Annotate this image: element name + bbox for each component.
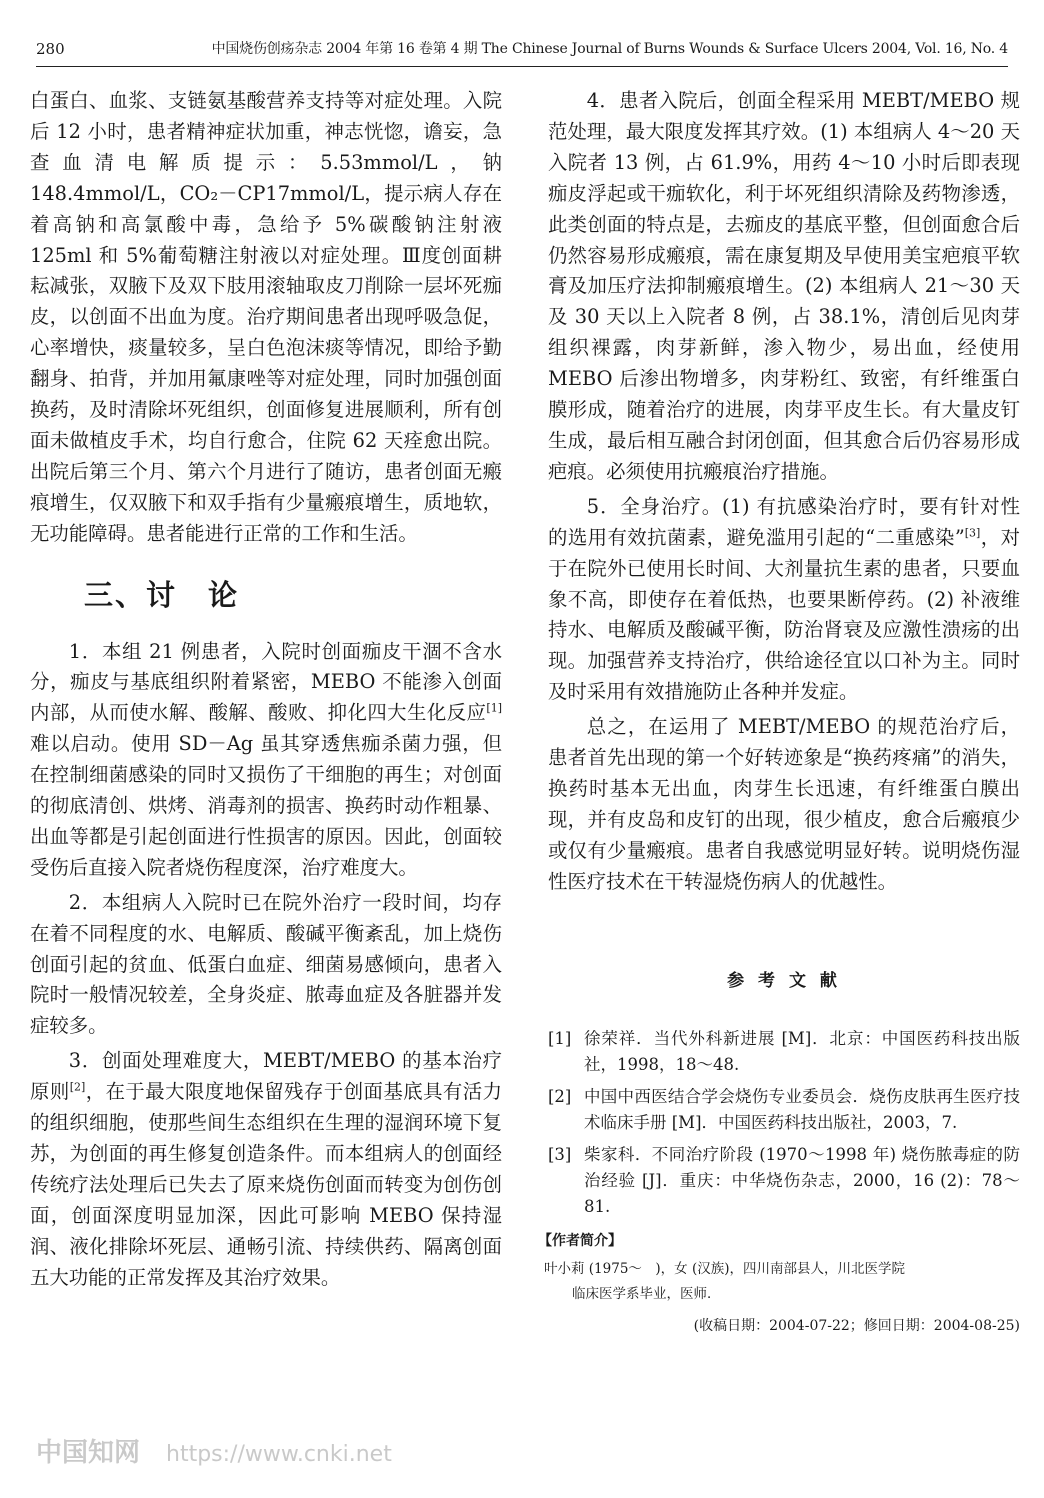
reference-number: [2]	[548, 1087, 572, 1107]
discussion-point-3	[30, 1046, 502, 1293]
cnki-url-link[interactable]: https://www.cnki.net	[166, 1442, 392, 1467]
point-1-text-b: 难以启动。使用 SD－Ag 虽其穿透焦痂杀菌力强，但在控制细菌感染的同时又损伤了干细胞的再生；对创面的彻底清创、烘烤、消毒剂的损害、换药时动作粗暴、出血等都是引起创面进行性损害的原因。因此，创面较受伤后直接入院者烧伤程度深，治疗难度大。	[30, 732, 502, 879]
summary-paragraph: 总之，在运用了 MEBT/MEBO 的规范治疗后，患者首先出现的第一个好转迹象是“换药疼痛”的消失，换药时基本无出血，肉芽生长迅速，有纤维蛋白膜出现，并有皮岛和皮钉的出现，很少植皮，愈合后瘢痕少或仅有少量瘢痕。患者自我感觉明显好转。说明烧伤湿性医疗技术在干转湿烧伤病人的优越性。	[548, 715, 1020, 893]
author-bio	[544, 1257, 1020, 1307]
cnki-logo: 中国知网	[36, 1438, 141, 1468]
section-heading-discussion: 三、讨 论	[84, 577, 240, 612]
citation-3[interactable]: [3]	[964, 526, 981, 540]
received-revised-dates: (收稿日期：2004-07-22；修回日期：2004-08-25)	[693, 1318, 1020, 1335]
reference-item	[548, 1026, 1020, 1078]
references-heading: 参 考 文 献	[727, 970, 841, 991]
citation-1[interactable]: [1]	[486, 701, 502, 715]
discussion-point-2: 2．本组病人入院时已在院外治疗一段时间，均存在着不同程度的水、电解质、酸碱平衡紊乱，加上烧伤创面引起的贫血、低蛋白血症、细菌易感倾向，患者入院时一般情况较差，全身炎症、脓毒血症及各脏器并发症较多。	[30, 890, 502, 1038]
author-bio-line-1: 叶小莉 (1975～ )，女 (汉族)，四川南部县人，川北医学院	[544, 1261, 906, 1278]
discussion-point-4: 4．患者入院后，创面全程采用 MEBT/MEBO 规范处理，最大限度发挥其疗效。(1) 本组病人 4～20 天入院者 13 例，占 61.9%，用药 4～10 小时后即表现痂皮浮起或干痂软化，利于坏死组织清除及药物渗透，此类创面的特点是，去痂皮的基底平整，但创面愈合后仍然容易形成瘢痕，需在康复期及早使用美宝疤痕平软膏及加压疗法抑制瘢痕增生。(2) 本组病人 21～30 天及 30 天以上入院者 8 例，占 38.1%，清创后见肉芽组织裸露，肉芽新鲜，渗入物少，易出血，经使用 MEBO 后渗出物增多，肉芽粉红、致密，有纤维蛋白膜形成，随着治疗的进展，肉芽平皮生长。有大量皮钉生成，最后相互融合封闭创面，但其愈合后仍容易形成疤痕。必须使用抗瘢痕治疗措施。	[548, 89, 1020, 483]
reference-number: [3]	[548, 1145, 572, 1165]
point-5-text-b: ，对于在院外已使用长时间、大剂量抗生素的患者，只要血象不高，即使存在着低热，也要果断停药。(2) 补液维持水、电解质及酸碱平衡，防治肾衰及应激性溃疡的出现。加强营养支持治疗，供给途径宜以口补为主。同时及时采用有效措施防止各种并发症。	[548, 525, 1021, 704]
watermark-footer	[36, 1432, 392, 1469]
reference-text: 柴家科．不同治疗阶段 (1970～1998 年) 烧伤脓毒症的防治经验 [J]．重庆：中华烧伤杂志，2000，16 (2)：78～81.	[584, 1145, 1020, 1217]
discussion-point-1	[30, 637, 502, 884]
author-bio-heading: 【作者简介】	[538, 1233, 622, 1250]
right-column	[538, 86, 1021, 1342]
running-header	[36, 36, 1008, 67]
reference-number: [1]	[548, 1029, 572, 1049]
left-column	[30, 86, 502, 1294]
reference-item	[548, 1142, 1020, 1220]
discussion-point-5	[548, 492, 1020, 708]
case-continuation-paragraph: 白蛋白、血浆、支链氨基酸营养支持等对症处理。入院后 12 小时，患者精神症状加重，神志恍惚，谵妄，急查血清电解质提示：5.53mmol/L，钠 148.4mmol/L，CO₂－CP17mmol/L，提示病人存在着高钠和高氯酸中毒，急给予 5%碳酸钠注射液 125ml 和 5%葡萄糖注射液以对症处理。Ⅲ度创面耕耘减张，双腋下及双下肢用滚轴取皮刀削除一层坏死痂皮，以创面不出血为度。治疗期间患者出现呼吸急促，心率增快，痰量较多，呈白色泡沫痰等情况，即给予勤翻身、拍背，并加用氟康唑等对症处理，同时加强创面换药，及时清除坏死组织，创面修复进展顺利，所有创面未做植皮手术，均自行愈合，住院 62 天痊愈出院。出院后第三个月、第六个月进行了随访，患者创面无瘢痕增生，仅双腋下和双手指有少量瘢痕增生，质地软，无功能障碍。患者能进行正常的工作和生活。	[30, 89, 502, 545]
reference-text: 中国中西医结合学会烧伤专业委员会．烧伤皮肤再生医疗技术临床手册 [M]．中国医药科技出版社，2003，7.	[584, 1087, 1020, 1133]
point-3-text-b: ，在于最大限度地保留残存于创面基底具有活力的组织细胞，使那些间生态组织在生理的湿润环境下复苏，为创面的再生修复创造条件。而本组病人的创面经传统疗法处理后已失去了原来烧伤创面而转变为创伤创面，创面深度明显加深，因此可影响 MEBO 保持湿润、液化排除坏死层、通畅引流、持续供药、隔离创面五大功能的正常发挥及其治疗效果。	[30, 1080, 502, 1289]
reference-item	[548, 1084, 1020, 1136]
citation-2[interactable]: [2]	[69, 1080, 86, 1094]
author-bio-line-2: 临床医学系毕业，医师．	[572, 1286, 721, 1303]
journal-running-title: 中国烧伤创疡杂志 2004 年第 16 卷第 4 期 The Chinese Journal of Burns Wounds & Surface Ulcers 2004, Vol. 16, No. 4	[211, 41, 1008, 57]
page-number: 280	[36, 40, 65, 58]
point-3-text-a: 3．创面处理难度大，MEBT/MEBO 的基本治疗原则	[30, 1049, 502, 1104]
point-1-text-a: 1．本组 21 例患者，入院时创面痂皮干涸不含水分，痂皮与基底组织附着紧密，MEBO 不能渗入创面内部，从而使水解、酸解、酸败、抑化四大生化反应	[30, 639, 502, 725]
point-5-text-a: 5．全身治疗。(1) 有抗感染治疗时，要有针对性的选用有效抗菌素，避免滥用引起的“二重感染”	[548, 494, 1020, 549]
reference-text: 徐荣祥．当代外科新进展 [M]．北京：中国医药科技出版社，1998，18～48.	[584, 1029, 1020, 1075]
